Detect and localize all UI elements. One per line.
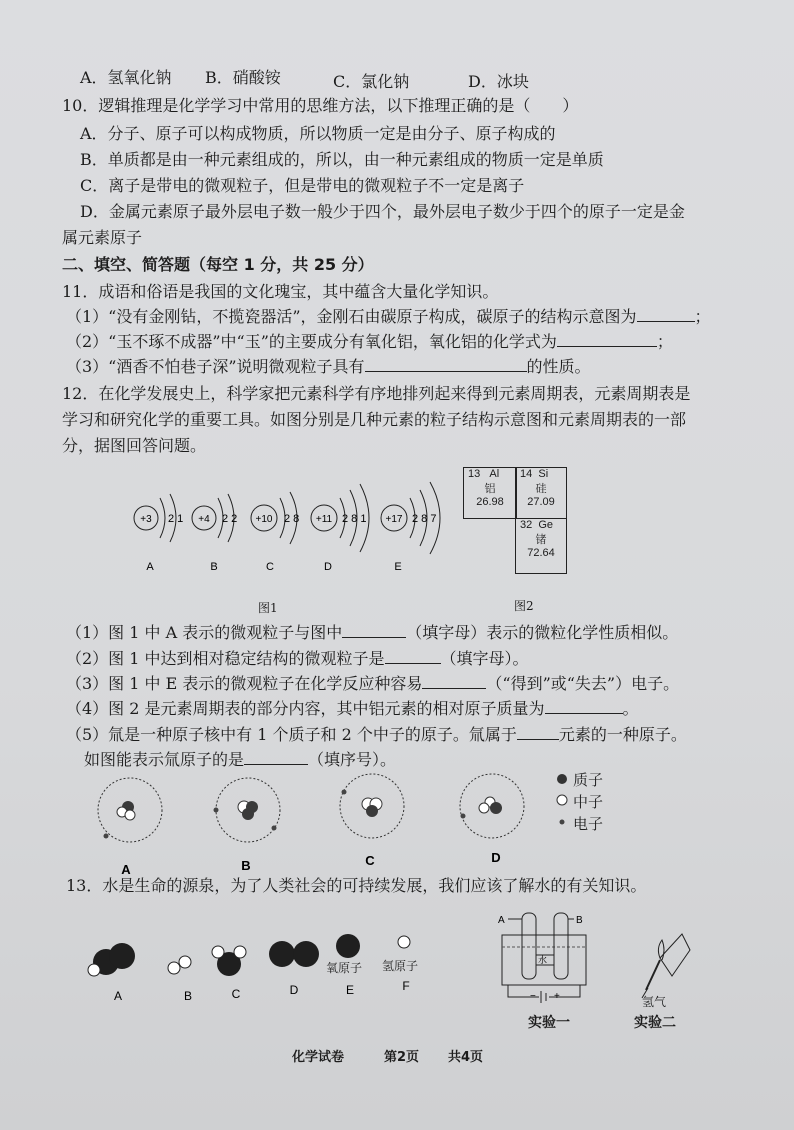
atomic-number: 14 [520, 468, 533, 480]
q12-sub2 [66, 649, 529, 669]
atomic-mass: 27.09 [527, 496, 555, 508]
proton-icon [557, 774, 567, 784]
electron-icon [560, 820, 565, 825]
atom-d [311, 484, 369, 573]
label-c: C [266, 561, 274, 573]
q12-sub1-tail: （填字母）表示的微粒化学性质相似。 [406, 623, 679, 642]
answer-blank[interactable] [422, 674, 486, 689]
element-name: 铝 [484, 483, 496, 495]
nucleus-a: +3 [140, 514, 152, 525]
tube-b-label: B [576, 915, 583, 926]
atomic-mass: 26.98 [476, 496, 504, 508]
atomic-mass: 72.64 [527, 547, 555, 559]
semicolon: ； [656, 332, 673, 351]
experiment2-caption: 实验二 [634, 1015, 676, 1031]
svg-text:+: + [554, 991, 560, 1002]
element-name: 锗 [535, 534, 547, 546]
answer-blank[interactable] [545, 699, 623, 714]
answer-blank[interactable] [385, 649, 441, 664]
footer-subject: 化学试卷 [292, 1050, 345, 1065]
atom-model-a [98, 778, 162, 877]
q12-sub1 [66, 623, 678, 643]
atomic-number: 32 [520, 519, 533, 531]
atom-c [251, 492, 299, 573]
shells-e: 2 8 7 [412, 513, 437, 525]
atom-a [134, 494, 183, 573]
q10-option-b: B．单质都是由一种元素组成的，所以，由一种元素组成的物质一定是单质 [80, 150, 604, 169]
q12-line2: 学习和研究化学的重要工具。如图分别是几种元素的粒子结构示意图和元素周期表的一部 [62, 410, 687, 429]
q9-option-b: B．硝酸铵 [205, 68, 281, 87]
q12-sub4-text: （4）图 2 是元素周期表的部分内容，其中铝元素的相对原子质量为 [66, 699, 545, 718]
q12-sub5-tail2: （填序号）。 [308, 750, 397, 769]
legend-neutron: 中子 [573, 793, 604, 811]
hydrogen-gas-label: 氢气 [642, 995, 667, 1009]
label-d: D [324, 561, 332, 573]
q11-part1 [66, 307, 711, 327]
atomic-number: 13 [468, 468, 481, 480]
label-e: E [394, 561, 402, 573]
electrolysis-apparatus [494, 905, 604, 1015]
svg-text:−: − [530, 991, 536, 1002]
atom-model-b [214, 778, 281, 873]
nucleus-e: +17 [385, 514, 403, 525]
shells-c: 2 8 [284, 513, 300, 525]
q12-sub1-text: （1）图 1 中 A 表示的微观粒子与图中 [66, 623, 343, 642]
answer-blank[interactable] [342, 623, 406, 638]
q9-option-c: C．氯化钠 [333, 72, 410, 91]
q11-part3 [66, 357, 591, 377]
q12-sub5-tail: 元素的一种原子。 [558, 725, 687, 744]
q10-stem: 10．逻辑推理是化学学习中常用的思维方法，以下推理正确的是（ ） [62, 96, 579, 115]
nucleus-d: +11 [315, 514, 333, 525]
atom-model-d [460, 774, 524, 865]
q12-sub3-tail: （“得到”或“失去”）电子。 [486, 674, 680, 693]
semicolon: ； [694, 307, 711, 326]
atom-b [192, 494, 237, 573]
shells-b: 2 2 [222, 513, 238, 525]
q11-part1-text: （1）“没有金刚钻，不揽瓷器活”，金刚石由碳原子构成，碳原子的结构示意图为 [66, 307, 637, 326]
mol-label-f: F [402, 979, 410, 993]
molecule-c [212, 946, 246, 1001]
q12-line1: 12．在化学发展史上，科学家把元素科学有序地排列起来得到元素周期表，元素周期表是 [62, 384, 691, 403]
experiment1-caption: 实验一 [528, 1015, 570, 1031]
footer-total: 共4页 [448, 1050, 484, 1065]
tube-a-label: A [498, 915, 505, 926]
q12-sub5-text: （5）氚是一种原子核中有 1 个质子和 2 个中子的原子。氚属于 [66, 725, 517, 744]
mol-label-c: C [231, 987, 241, 1001]
legend-proton: 质子 [573, 771, 604, 789]
atom-model-c [340, 774, 404, 868]
q11-part3-tail: 的性质。 [526, 357, 591, 376]
oxygen-label: 氧原子 [326, 961, 363, 975]
model-label-b: B [241, 858, 251, 873]
answer-blank[interactable] [637, 307, 695, 322]
q12-sub5 [66, 725, 687, 745]
water-label: 水 [538, 955, 548, 965]
q12-sub5-text2: 如图能表示氚原子的是 [84, 750, 245, 769]
q10-option-d-line2: 属元素原子 [62, 228, 143, 247]
nucleus-b: +4 [198, 514, 210, 525]
atom-e [381, 482, 440, 573]
molecule-a [88, 943, 135, 1003]
q10-option-c: C．离子是带电的微观粒子，但是带电的微观粒子不一定是离子 [80, 176, 525, 195]
atom-structure-figure [118, 470, 458, 580]
mol-label-b: B [183, 989, 193, 1003]
answer-blank[interactable] [517, 725, 559, 740]
shells-d: 2 8 1 [342, 513, 367, 525]
q12-line3: 分，据图回答问题。 [62, 436, 207, 455]
element-cell-si [515, 467, 567, 519]
q12-sub3 [66, 674, 679, 694]
label-a: A [146, 561, 154, 573]
answer-blank[interactable] [244, 750, 308, 765]
molecule-b [168, 956, 192, 1003]
nucleus-c: +10 [255, 514, 273, 525]
element-name: 硅 [535, 483, 547, 495]
q10-option-a: A．分子、原子可以构成物质，所以物质一定是由分子、原子构成的 [80, 124, 556, 143]
element-symbol: Al [489, 468, 500, 480]
q9-option-a: A．氢氧化钠 [80, 68, 172, 87]
fig2-caption: 图2 [514, 599, 534, 613]
hydrogen-label: 氢原子 [382, 959, 419, 973]
q12-sub5-second [84, 750, 396, 770]
element-cell-ge [515, 518, 567, 574]
q12-sub2-tail: （填字母）。 [440, 649, 529, 668]
q9-option-d: D．冰块 [468, 72, 529, 91]
q13-stem: 13．水是生命的源泉，为了人类社会的可持续发展，我们应该了解水的有关知识。 [66, 876, 647, 895]
section-title: 二、填空、简答题（每空 1 分，共 25 分） [62, 255, 374, 274]
q11-part2 [66, 332, 673, 352]
model-label-d: D [491, 850, 501, 865]
answer-blank[interactable] [557, 332, 657, 347]
legend-electron: 电子 [573, 815, 604, 833]
q12-sub4 [66, 699, 639, 719]
q11-stem: 11．成语和俗语是我国的文化瑰宝，其中蕴含大量化学知识。 [62, 282, 499, 301]
footer-page: 第2页 [384, 1050, 420, 1065]
answer-blank[interactable] [365, 357, 527, 372]
element-symbol: Ge [538, 519, 554, 531]
label-b: B [210, 561, 218, 573]
q11-part2-text: （2）“玉不琢不成器”中“玉”的主要成分有氧化铝，氧化铝的化学式为 [66, 332, 557, 351]
element-symbol: Si [538, 468, 549, 480]
element-cell-al [463, 467, 517, 519]
q12-sub4-tail: 。 [622, 699, 639, 718]
fig1-caption: 图1 [258, 601, 278, 615]
q10-option-d-line1: D．金属元素原子最外层电子数一般少于四个，最外层电子数少于四个的原子一定是金 [80, 202, 685, 221]
mol-label-a: A [113, 989, 123, 1003]
legend-icons [556, 772, 568, 832]
shells-a: 2 1 [168, 513, 184, 525]
model-label-c: C [365, 853, 375, 868]
neutron-icon [557, 795, 567, 805]
q12-sub2-text: （2）图 1 中达到相对稳定结构的微观粒子是 [66, 649, 385, 668]
mol-label-d: D [289, 983, 299, 997]
model-label-a: A [121, 862, 131, 877]
mol-label-e: E [345, 983, 355, 997]
q11-part3-text: （3）“酒香不怕巷子深”说明微观粒子具有 [66, 357, 365, 376]
atom-models-figure [88, 770, 608, 880]
molecule-d [269, 941, 319, 997]
q12-sub3-text: （3）图 1 中 E 表示的微观粒子在化学反应种容易 [66, 674, 423, 693]
